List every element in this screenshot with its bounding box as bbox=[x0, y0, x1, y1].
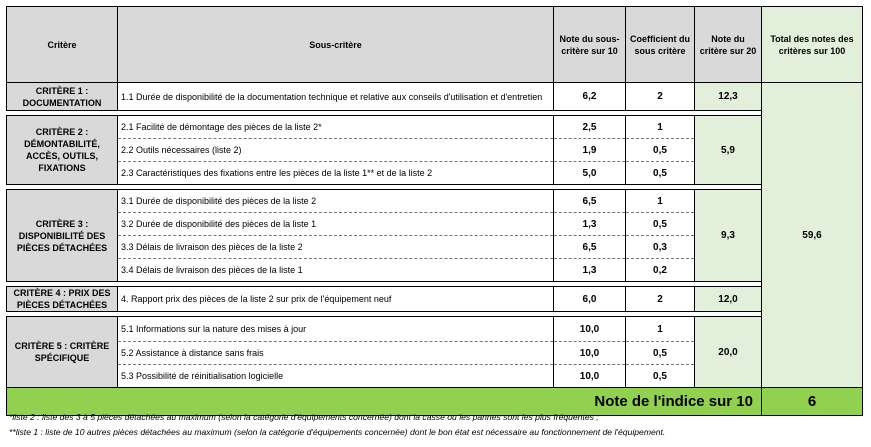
header-note-sur-10: Note du sous-critère sur 10 bbox=[554, 7, 626, 83]
table-row bbox=[7, 116, 863, 139]
sub-criterion-note: 1,9 bbox=[554, 139, 626, 162]
sub-criterion-label: 3.3 Délais de livraison des pièces de la liste 2 bbox=[118, 236, 554, 259]
criterion-name: CRITÈRE 2 : DÉMONTABILITÉ, ACCÈS, OUTILS, FIXATIONS bbox=[7, 116, 118, 185]
header-total: Total des notes des critères sur 100 bbox=[762, 7, 863, 83]
criterion-score-20: 20,0 bbox=[695, 317, 762, 388]
repairability-score-table bbox=[6, 6, 863, 416]
sub-criterion-coefficient: 0,5 bbox=[626, 365, 695, 388]
sub-criterion-coefficient: 1 bbox=[626, 190, 695, 213]
table-row bbox=[7, 190, 863, 213]
header-note-sur-20: Note du critère sur 20 bbox=[695, 7, 762, 83]
sub-criterion-note: 6,5 bbox=[554, 236, 626, 259]
sub-criterion-note: 1,3 bbox=[554, 259, 626, 282]
index-label: Note de l'indice sur 10 bbox=[7, 388, 762, 416]
footnote-liste-1: **liste 1 : liste de 10 autres pièces détachées au maximum (selon la catégorie d'équipements concernée) dont le bon état est nécessaire au fonctionnement de l'équipement. bbox=[9, 427, 666, 437]
sub-criterion-note: 1,3 bbox=[554, 213, 626, 236]
table-row bbox=[7, 287, 863, 312]
sub-criterion-note: 10,0 bbox=[554, 342, 626, 365]
total-score-100: 59,6 bbox=[762, 83, 863, 388]
table-row bbox=[7, 317, 863, 342]
criterion-score-20: 12,0 bbox=[695, 287, 762, 312]
sub-criterion-note: 6,5 bbox=[554, 190, 626, 213]
table-row bbox=[7, 83, 863, 111]
sub-criterion-note: 6,0 bbox=[554, 287, 626, 312]
header-coefficient: Coefficient du sous critère bbox=[626, 7, 695, 83]
header-sous-critere: Sous-critère bbox=[118, 7, 554, 83]
sub-criterion-coefficient: 0,5 bbox=[626, 162, 695, 185]
sub-criterion-coefficient: 0,3 bbox=[626, 236, 695, 259]
sub-criterion-label: 3.2 Durée de disponibilité des pièces de la liste 1 bbox=[118, 213, 554, 236]
criterion-score-20: 5,9 bbox=[695, 116, 762, 185]
sub-criterion-coefficient: 0,5 bbox=[626, 139, 695, 162]
footnote-liste-2: *liste 2 : liste des 3 à 5 pièces détachées au maximum (selon la catégorie d'équipements concernée) dont la casse ou les pannes sont les plus fréquentes ; bbox=[9, 412, 599, 422]
sub-criterion-coefficient: 0,5 bbox=[626, 213, 695, 236]
sub-criterion-note: 10,0 bbox=[554, 365, 626, 388]
sub-criterion-label: 2.2 Outils nécessaires (liste 2) bbox=[118, 139, 554, 162]
criterion-score-20: 9,3 bbox=[695, 190, 762, 282]
footnotes bbox=[9, 410, 665, 440]
sub-criterion-label: 1.1 Durée de disponibilité de la documentation technique et relative aux conseils d'utilisation et d'entretien bbox=[118, 83, 554, 111]
criterion-name: CRITÈRE 4 : PRIX DES PIÈCES DÉTACHÉES bbox=[7, 287, 118, 312]
criterion-name: CRITÈRE 3 : DISPONIBILITÉ DES PIÈCES DÉTACHÉES bbox=[7, 190, 118, 282]
criterion-score-20: 12,3 bbox=[695, 83, 762, 111]
sub-criterion-label: 2.3 Caractéristiques des fixations entre les pièces de la liste 1** et de la liste 2 bbox=[118, 162, 554, 185]
criterion-name: CRITÈRE 1 : DOCUMENTATION bbox=[7, 83, 118, 111]
sub-criterion-label: 5.2 Assistance à distance sans frais bbox=[118, 342, 554, 365]
criterion-name: CRITÈRE 5 : CRITÈRE SPÉCIFIQUE bbox=[7, 317, 118, 388]
sub-criterion-label: 2.1 Facilité de démontage des pièces de la liste 2* bbox=[118, 116, 554, 139]
sub-criterion-coefficient: 0,5 bbox=[626, 342, 695, 365]
sub-criterion-coefficient: 1 bbox=[626, 317, 695, 342]
sub-criterion-label: 5.1 Informations sur la nature des mises à jour bbox=[118, 317, 554, 342]
header-row bbox=[7, 7, 863, 83]
sub-criterion-note: 6,2 bbox=[554, 83, 626, 111]
sub-criterion-label: 4. Rapport prix des pièces de la liste 2 sur prix de l'équipement neuf bbox=[118, 287, 554, 312]
sub-criterion-coefficient: 0,2 bbox=[626, 259, 695, 282]
sub-criterion-coefficient: 2 bbox=[626, 83, 695, 111]
sub-criterion-label: 3.4 Délais de livraison des pièces de la liste 1 bbox=[118, 259, 554, 282]
sub-criterion-label: 5.3 Possibilité de réinitialisation logicielle bbox=[118, 365, 554, 388]
sub-criterion-label: 3.1 Durée de disponibilité des pièces de la liste 2 bbox=[118, 190, 554, 213]
header-critere: Critère bbox=[7, 7, 118, 83]
sub-criterion-note: 2,5 bbox=[554, 116, 626, 139]
sub-criterion-note: 10,0 bbox=[554, 317, 626, 342]
sub-criterion-note: 5,0 bbox=[554, 162, 626, 185]
sub-criterion-coefficient: 1 bbox=[626, 116, 695, 139]
sub-criterion-coefficient: 2 bbox=[626, 287, 695, 312]
index-value: 6 bbox=[762, 388, 863, 416]
